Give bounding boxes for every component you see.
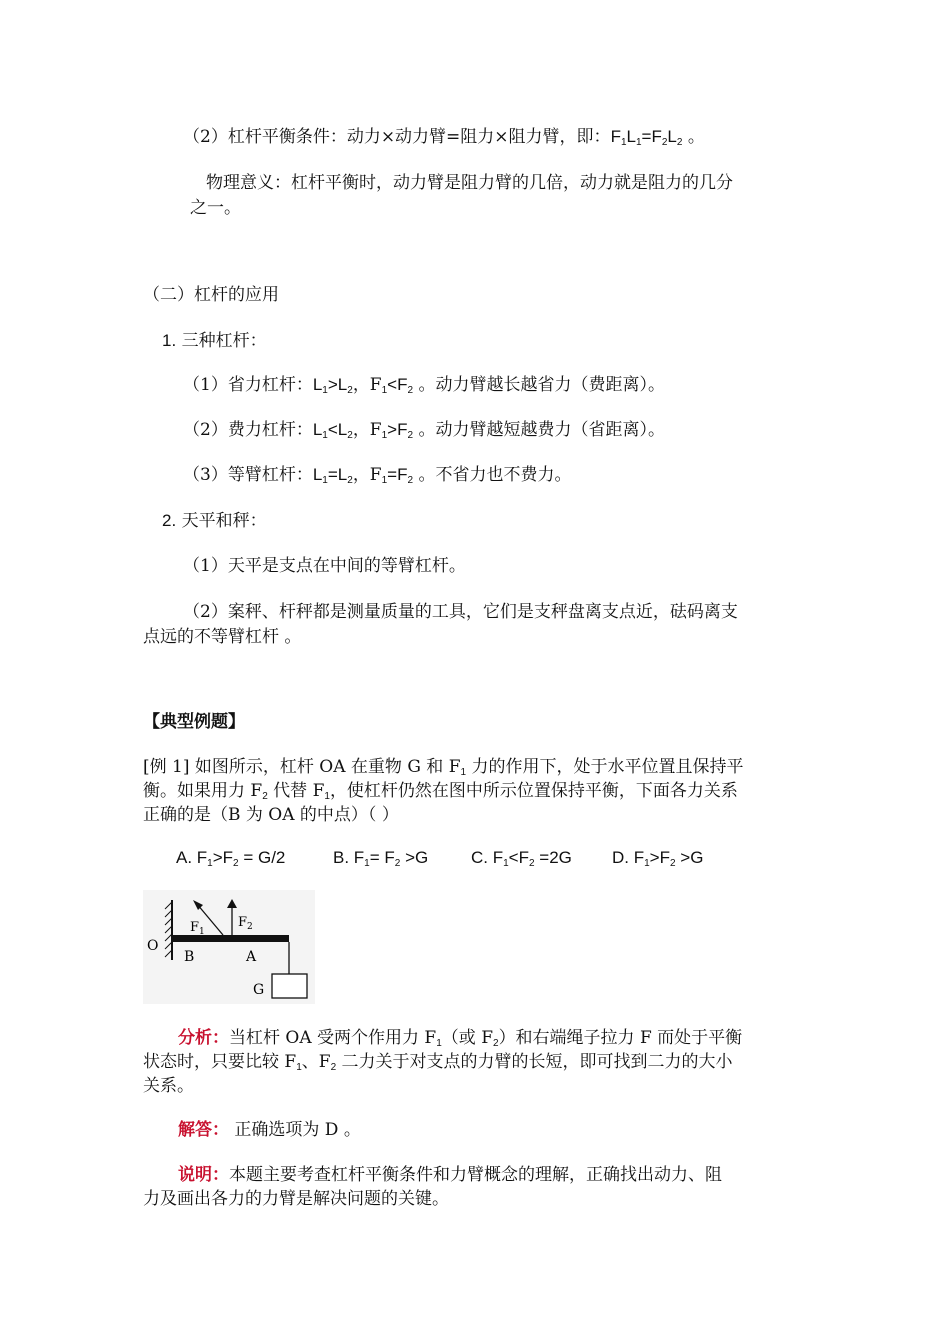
condition-prefix: （2）杠杆平衡条件：动力×动力臂=阻力×阻力臂，即： <box>183 127 611 147</box>
answer-line <box>178 1118 361 1142</box>
label-o: O <box>147 938 159 954</box>
lever-type-formula-2 <box>382 420 413 439</box>
answer-text: 正确选项为 D 。 <box>229 1120 361 1140</box>
analysis-text: ）和右端绳子拉力 F 而处于平衡 <box>498 1028 743 1048</box>
item-number: 1. <box>162 331 177 350</box>
formula-sub: 2 <box>407 430 414 441</box>
note-text: 本题主要考查杠杆平衡条件和力臂概念的理解，正确找出动力、阻 <box>229 1165 722 1185</box>
formula-sub: 1 <box>322 385 328 396</box>
lever-type-3 <box>183 463 571 487</box>
physical-meaning-line-2: 之一。 <box>190 198 241 218</box>
example-line-2 <box>143 779 738 803</box>
formula-part: ，F <box>352 420 382 440</box>
item-label: 天平和秤： <box>176 511 267 531</box>
formula-sub: 2 <box>661 137 668 148</box>
example-text: ，使杠杆仍然在图中所示位置保持平衡，下面各力关系 <box>329 781 738 801</box>
analysis-sub: 2 <box>330 1062 337 1073</box>
lever-type-description: 。不省力也不费力。 <box>413 465 572 485</box>
formula-part: >F <box>387 420 408 439</box>
formula-sub: 2 <box>347 385 353 396</box>
choice-b <box>333 846 428 870</box>
lever-type-label: （2）费力杠杆： <box>183 420 313 440</box>
example-text: 代替 F <box>267 781 325 801</box>
choice-text: A. F <box>176 848 208 867</box>
lever-bar <box>172 935 289 942</box>
item-number: 2. <box>162 511 177 530</box>
choice-text: C. F <box>471 848 504 867</box>
formula-sub: 1 <box>381 475 388 486</box>
note-line-1 <box>178 1163 722 1187</box>
scale-line-1: （2）案秤、杆秤都是测量质量的工具，它们是支秤盘离支点近，砝码离支 <box>183 602 738 622</box>
choice-text: = G/2 <box>238 848 286 867</box>
example-line-1 <box>143 755 743 779</box>
lever-type-formula <box>313 375 353 394</box>
lever-type-formula-2 <box>382 375 413 394</box>
example-text: 衡。如果用力 F <box>143 781 263 801</box>
formula-part: ，F <box>352 465 382 485</box>
formula-part: <F <box>387 375 408 394</box>
choice-text: =2G <box>534 848 572 867</box>
analysis-line-3: 关系。 <box>143 1076 194 1096</box>
analysis-text: 当杠杆 OA 受两个作用力 F <box>229 1028 437 1048</box>
choice-sub: 1 <box>364 858 370 869</box>
label-b: B <box>184 949 195 965</box>
condition-formula <box>611 127 683 146</box>
choice-d <box>612 846 703 870</box>
analysis-text: （或 F <box>441 1028 493 1048</box>
label-f1-sub: 1 <box>199 927 205 937</box>
analysis-sub: 1 <box>436 1038 442 1049</box>
formula-part: L <box>312 420 323 439</box>
condition-suffix: 。 <box>682 127 705 147</box>
formula-sub: 1 <box>322 475 328 486</box>
example-sub: 2 <box>262 791 268 802</box>
analysis-line-2 <box>143 1050 733 1074</box>
formula-part: L <box>312 465 323 484</box>
formula-l: L <box>667 127 677 146</box>
lever-type-1 <box>183 373 665 397</box>
choice-text: D. F <box>612 848 645 867</box>
choice-text: B. F <box>333 848 365 867</box>
label-g: G <box>253 982 265 998</box>
choice-text: <F <box>508 848 529 867</box>
lever-diagram <box>143 890 315 1004</box>
formula-sub: 2 <box>347 475 353 486</box>
analysis-line-1 <box>178 1026 742 1050</box>
analysis-sub: 2 <box>493 1038 499 1049</box>
lever-type-description: 。动力臂越长越省力（费距离）。 <box>413 375 665 395</box>
formula-sub: 1 <box>381 385 388 396</box>
note-label: 说明： <box>178 1165 229 1185</box>
label-f2-sub: 2 <box>247 922 253 932</box>
formula-l: L <box>626 127 636 146</box>
item-label: 三种杠杆： <box>176 331 267 351</box>
formula-f: =F <box>641 127 662 146</box>
formula-part: L <box>312 375 323 394</box>
choice-a <box>176 846 285 870</box>
formula-f: F <box>610 127 621 146</box>
example-sub: 1 <box>324 791 330 802</box>
analysis-text: 状态时，只要比较 F <box>143 1052 297 1072</box>
answer-label: 解答： <box>178 1120 229 1140</box>
lever-type-formula-2 <box>382 465 413 484</box>
section-title: （二）杠杆的应用 <box>143 285 279 305</box>
formula-part: ，F <box>352 375 382 395</box>
analysis-text: 二力关于对支点的力臂的长短，即可找到二力的大小 <box>336 1052 733 1072</box>
formula-sub: 1 <box>620 137 627 148</box>
choice-text: >G <box>400 848 429 867</box>
lever-type-label: （3）等臂杠杆： <box>183 465 313 485</box>
label-f2-main: F <box>238 915 248 930</box>
formula-sub: 1 <box>635 137 642 148</box>
lever-type-description: 。动力臂越短越费力（省距离）。 <box>413 420 665 440</box>
choice-text: >F <box>212 848 234 867</box>
formula-part: =L <box>327 465 348 484</box>
lever-type-formula <box>313 420 353 439</box>
choice-text: >F <box>649 848 670 867</box>
example-sub: 1 <box>460 767 467 778</box>
choice-sub: 2 <box>233 858 239 869</box>
analysis-label: 分析： <box>178 1028 229 1048</box>
weight-box <box>272 974 307 998</box>
choice-sub: 1 <box>503 858 509 869</box>
choice-sub: 2 <box>669 858 676 869</box>
analysis-text: 、F <box>301 1052 331 1072</box>
item-1-title <box>162 329 267 353</box>
examples-heading: 【典型例题】 <box>143 712 245 732</box>
formula-sub: 2 <box>407 475 414 486</box>
analysis-sub: 1 <box>296 1062 302 1073</box>
formula-sub: 2 <box>676 137 683 148</box>
lever-type-formula <box>313 465 353 484</box>
example-text: 力的作用下，处于水平位置且保持平 <box>466 757 744 777</box>
scale-line-2: 点远的不等臂杠杆 。 <box>143 627 302 647</box>
lever-type-label: （1）省力杠杆： <box>183 375 313 395</box>
choice-text: = F <box>369 848 395 867</box>
choice-sub: 1 <box>644 858 650 869</box>
choice-sub: 2 <box>528 858 535 869</box>
choice-text: >G <box>675 848 704 867</box>
note-line-2: 力及画出各力的力臂是解决问题的关键。 <box>143 1189 449 1209</box>
formula-sub: 1 <box>322 430 328 441</box>
example-line-3: 正确的是（B 为 OA 的中点）（ ） <box>143 805 399 825</box>
choice-c <box>471 846 572 870</box>
label-a: A <box>246 949 257 965</box>
formula-sub: 2 <box>407 385 414 396</box>
choice-sub: 1 <box>207 858 213 869</box>
balance-line: （1）天平是支点在中间的等臂杠杆。 <box>183 556 466 576</box>
choice-sub: 2 <box>394 858 401 869</box>
physical-meaning-line-1: 物理意义：杠杆平衡时，动力臂是阻力臂的几倍，动力就是阻力的几分 <box>206 173 733 193</box>
example-text: [例 1] 如图所示，杠杆 OA 在重物 G 和 F <box>143 757 461 777</box>
label-f1-main: F <box>190 920 200 935</box>
formula-sub: 2 <box>347 430 353 441</box>
formula-sub: 1 <box>381 430 388 441</box>
formula-part: <L <box>327 420 348 439</box>
balance-condition-line <box>183 125 705 149</box>
formula-part: >L <box>327 375 348 394</box>
lever-type-2 <box>183 418 665 442</box>
item-2-title <box>162 509 267 533</box>
formula-part: =F <box>387 465 408 484</box>
